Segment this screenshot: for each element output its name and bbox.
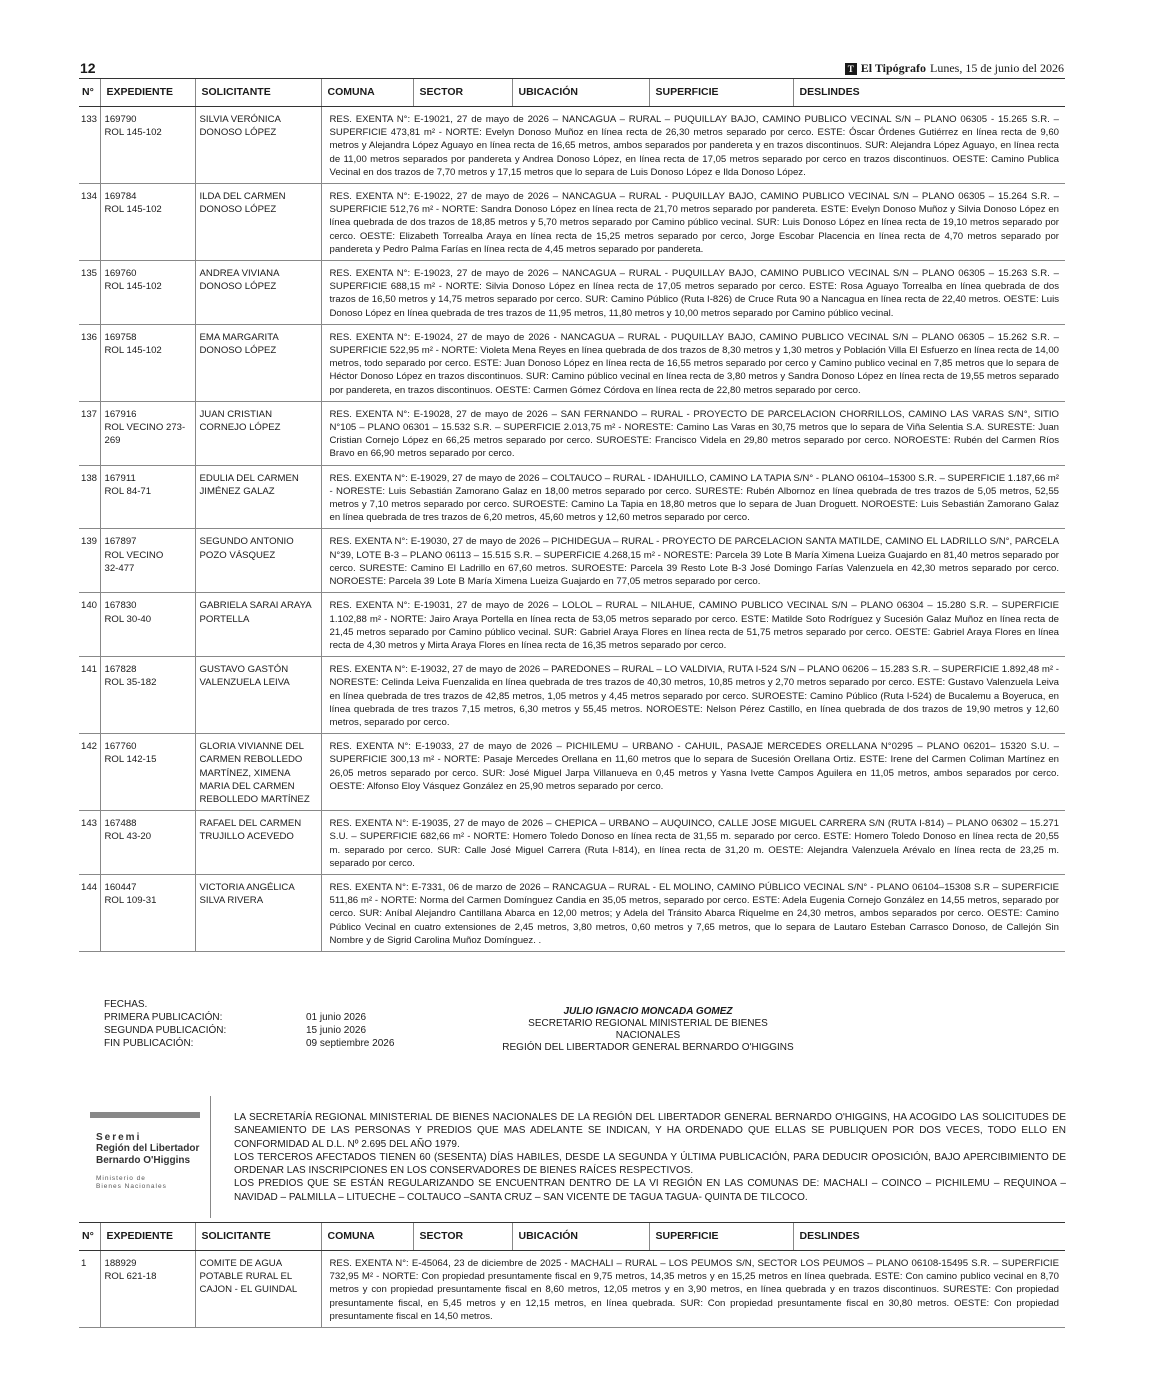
table-row (79, 401, 1065, 465)
table-body (79, 107, 1065, 952)
table-row (79, 874, 1065, 951)
row-deslindes: RES. EXENTA N°: E-19023, 27 de mayo de 2026 – NANCAGUA – RURAL - PUQUILLAY BAJO, CAMINO PUBLICO VECINAL S/N – PLANO 06305 – 15.263 S.R. – SUPERFICIE 688,15 m² - NORTE: Silvia Donoso López en línea recta de 17,05 metros separado por cerco. ESTE: Rosa Aguayo Torrealba en línea quebrada de dos trazos de 16,50 metros y 14,75 metros separado por cerco. SUR: Camino Público (Ruta I-826) de Cruce Ruta 90 a Nancagua en línea recta de 22,40 metros. OESTE: Luis Donoso López en línea quebrada de tres trazos de 11,95 metros, 11,80 metros y 10,00 metros separado por Camino público vecinal. (321, 261, 1065, 325)
fecha-value: 09 septiembre 2026 (306, 1038, 395, 1049)
fecha-value: 15 junio 2026 (306, 1025, 367, 1036)
row-number: 133 (79, 107, 100, 184)
row-deslindes: RES. EXENTA N°: E-19030, 27 de mayo de 2026 – PICHIDEGUA – RURAL - PROYECTO DE PARCELACION SANTA MATILDE, CAMINO EL LADRILLO S/N°, PARCELA N°39, LOTE B-3 – PLANO 06113 – 15.515 S.R. – SUPERFICIE 4.268,15 m² - NORESTE: Parcela 39 Lote B María Ximena Lueiza Guajardo en 81,40 metros separado por cerco. SURESTE: Camino El Ladrillo en 67,60 metros. SUROESTE: Parcela 39 Resto Lote B-3 José Domingo Farías Valenzuela en 42,30 metros separado por cerco. NOROESTE: Parcela 39 Lote B María Ximena Lueiza Guajardo en 77,05 metros separado por cerco. (321, 529, 1065, 593)
row-expediente: 169758 ROL 145-102 (100, 324, 195, 401)
row-solicitante: EMA MARGARITA DONOSO LÓPEZ (195, 324, 321, 401)
fecha-row (104, 1011, 394, 1024)
seremi-region: Región del Libertador Bernardo O'Higgins (96, 1143, 200, 1166)
row-expediente: 169784 ROL 145-102 (100, 184, 195, 261)
row-solicitante: SEGUNDO ANTONIO POZO VÁSQUEZ (195, 529, 321, 593)
notice-paragraph: LA SECRETARÍA REGIONAL MINISTERIAL DE BIENES NACIONALES DE LA REGIÓN DEL LIBERTADOR GENERAL BERNARDO O'HIGGINS, HA ACOGIDO LAS SOLICITUDES DE SANEAMIENTO DE LAS PERSONAS Y PREDIOS QUE MAS ADELANTE SE INDICAN, Y HA ORDENADO QUE ELLAS SE PUBLIQUEN POR DOS VECES, TODO ELLO EN CONFORMIDAD AL D.L. Nº 2.695 DEL AÑO 1979. (234, 1112, 1066, 1150)
signatory-name: JULIO IGNACIO MONCADA GOMEZ (563, 1006, 733, 1017)
row-expediente: 169760 ROL 145-102 (100, 261, 195, 325)
row-solicitante: GUSTAVO GASTÓN VALENZUELA LEIVA (195, 657, 321, 734)
table-row (79, 184, 1065, 261)
row-solicitante: JUAN CRISTIAN CORNEJO LÓPEZ (195, 401, 321, 465)
fecha-label: PRIMERA PUBLICACIÓN: (104, 1012, 223, 1023)
header-comuna: COMUNA (321, 79, 413, 107)
registry-table-2 (79, 1222, 1065, 1328)
row-number: 134 (79, 184, 100, 261)
header-superficie: SUPERFICIE (649, 79, 793, 107)
row-deslindes: RES. EXENTA N°: E-7331, 06 de marzo de 2026 – RANCAGUA – RURAL - EL MOLINO, CAMINO PÚBLICO VECINAL S/N° - PLANO 06104–15308 S.R – SUPERFICIE 511,86 m² - NORTE: Norma del Carmen Domínguez Candia en 35,05 metros, separado por cerco. ESTE: Adela Eugenia Cornejo González en 14,55 metros, separado por cerco. SUR: Aníbal Alejandro Cantillana Abarca en 12,00 metros; y Adela del Tránsito Abarca Riquelme en 24,30 metros, ambos separados por cerco. OESTE: Camino Público Vecinal en cuatro extensiones de 2,45 metros, 3,80 metros, 0,60 metros y 7,65 metros, que lo separa de Lautaro Esteban Carrasco Donoso, de Callejón Sin Nombre y de Sigrid Carolina Muñoz Domínguez. . (321, 874, 1065, 951)
row-expediente: 167830 ROL 30-40 (100, 593, 195, 657)
row-number: 139 (79, 529, 100, 593)
fecha-row (104, 1024, 394, 1037)
newspaper-logo-icon: T (845, 63, 857, 75)
row-deslindes: RES. EXENTA N°: E-19028, 27 de mayo de 2026 – SAN FERNANDO – RURAL - PROYECTO DE PARCELACION CHORRILLOS, CAMINO LAS VARAS S/N°, SITIO N°105 – PLANO 06301 – 15.532 S.R. – SUPERFICIE 2.013,75 m² - NORESTE: Camino Las Varas en 30,75 metros que lo separa de Viña Selentia S.A. SURESTE: Juan Cristian Cornejo López en 66,25 metros separado por cerco. SUROESTE: Francisco Videla en 29,80 metros separado por cerco. NOROESTE: Rubén del Carmen Ríos Bravo en 66,90 metros separado por cerco. (321, 401, 1065, 465)
header-expediente: EXPEDIENTE (100, 1223, 195, 1251)
fecha-row (104, 1037, 394, 1050)
masthead (845, 61, 1064, 76)
table-row (79, 465, 1065, 529)
row-deslindes: RES. EXENTA N°: E-19029, 27 de mayo de 2026 – COLTAUCO – RURAL - IDAHUILLO, CAMINO LA TAPIA S/N° - PLANO 06104–15300 S.R. – SUPERFICIE 1.187,66 m² - NORESTE: Luis Sebastián Zamorano Galaz en 18,00 metros separado por cerco. SURESTE: Rubén Albornoz en línea quebrada de tres trazos de 5,05 metros, 52,55 metros y 7,10 metros separado por cerco. SUROESTE: Camino La Tapia en 18,80 metros que lo separa de Juan Droguett. NOROESTE: Luis Sebastián Zamorano Galaz en línea quebrada de tres trazos de 6,20 metros, 45,60 metros y 12,60 metros separado por cerco. (321, 465, 1065, 529)
header-comuna: COMUNA (321, 1223, 413, 1251)
row-number: 144 (79, 874, 100, 951)
row-solicitante: SILVIA VERÓNICA DONOSO LÓPEZ (195, 107, 321, 184)
row-expediente: 167911 ROL 84-71 (100, 465, 195, 529)
table-row (79, 593, 1065, 657)
row-deslindes: RES. EXENTA N°: E-19022, 27 de mayo de 2026 – NANCAGUA – RURAL - PUQUILLAY BAJO, CAMINO PUBLICO VECINAL S/N – PLANO 06305 – 15.264 S.R. – SUPERFICIE 512,76 m² - NORTE: Sandra Donoso López en línea recta de 21,70 metros separado por pandereta. ESTE: Evelyn Donoso Muñoz y Silvia Donoso López en línea quebrada de dos trazos de 18,85 metros y 5,70 metros separado por Camino público vecinal. SUR: Luis Donoso López en línea recta de 19,10 metros separado por cerco. OESTE: Elizabeth Torrealba Araya en línea recta de 15,25 metros separado por cerco, Jorge Escobar Placencia en línea recta de 4,70 metros separado por pandereta y Pedro Palma Farías en línea recta de 4,45 metros separado por pandereta. (321, 184, 1065, 261)
row-expediente: 167897 ROL VECINO 32-477 (100, 529, 195, 593)
table-row (79, 261, 1065, 325)
seremi-bar-icon (90, 1112, 200, 1118)
signatory-region: REGIÓN DEL LIBERTADOR GENERAL BERNARDO O'HIGGINS (502, 1042, 794, 1053)
registry-table (79, 78, 1065, 952)
row-solicitante: RAFAEL DEL CARMEN TRUJILLO ACEVEDO (195, 811, 321, 875)
row-expediente: 167828 ROL 35-182 (100, 657, 195, 734)
row-deslindes: RES. EXENTA N°: E-19032, 27 de mayo de 2026 – PAREDONES – RURAL – LO VALDIVIA, RUTA I-524 S/N – PLANO 06206 – 15.283 S.R. – SUPERFICIE 1.892,48 m² - NORESTE: Celinda Leiva Fuenzalida en línea quebrada de tres trazos de 40,30 metros, 10,85 metros y 2,70 metros separado por cerco. ESTE: Gustavo Valenzuela Leiva en línea quebrada de tres trazos de 42,85 metros, 1,05 metros y 4,45 metros separado por cerco. SUROESTE: Camino Público (Ruta I-524) de Bucalemu a Boyeruca, en línea quebrada de tres trazos 7,15 metros, 6,30 metros y 55,45 metros. NOROESTE: Nelson Pérez Castillo, en línea quebrada de dos trazos de 19,90 metros y 12,60 metros, separado por cerco. (321, 657, 1065, 734)
fecha-label: SEGUNDA PUBLICACIÓN: (104, 1025, 227, 1036)
row-expediente: 167760 ROL 142-15 (100, 734, 195, 811)
signatory-title: SECRETARIO REGIONAL MINISTERIAL DE BIENES NACIONALES (528, 1018, 768, 1041)
row-expediente: 169790 ROL 145-102 (100, 107, 195, 184)
row-number: 140 (79, 593, 100, 657)
table-row (79, 324, 1065, 401)
publication-date: Lunes, 15 de junio del 2026 (930, 61, 1064, 75)
seremi-logo (80, 1096, 211, 1218)
header-n: N° (79, 79, 100, 107)
row-number: 137 (79, 401, 100, 465)
header-deslindes: DESLINDES (793, 1223, 1065, 1251)
table-row (79, 734, 1065, 811)
table-row (79, 529, 1065, 593)
row-expediente: 160447 ROL 109-31 (100, 874, 195, 951)
fechas-block (104, 998, 394, 1050)
newspaper-name: El Tipógrafo (860, 61, 927, 75)
row-deslindes: RES. EXENTA N°: E-19031, 27 de mayo de 2026 – LOLOL – RURAL – NILAHUE, CAMINO PUBLICO VECINAL S/N – PLANO 06304 – 15.280 S.R. – SUPERFICIE 1.102,88 m² - NORTE: Jairo Araya Portella en línea recta de 53,05 metros separado por cerco. ESTE: Matilde Soto Rodríguez y Sucesión Galaz Muñoz en línea recta de 21,45 metros separado por Camino público vecinal. SUR: Gabriel Araya Flores en línea recta de 51,75 metros separado por cerco. OESTE: Gabriel Araya Flores en línea recta de 4,30 metros y Mirta Araya Flores en línea recta de 16,35 metros separado por cerco. (321, 593, 1065, 657)
row-solicitante: EDULIA DEL CARMEN JIMÉNEZ GALAZ (195, 465, 321, 529)
header-superficie: SUPERFICIE (649, 1223, 793, 1251)
table-row (79, 811, 1065, 875)
header-expediente: EXPEDIENTE (100, 79, 195, 107)
row-solicitante: GLORIA VIVIANNE DEL CARMEN REBOLLEDO MARTÍNEZ, XIMENA MARIA DEL CARMEN REBOLLEDO MARTÍNEZ (195, 734, 321, 811)
table-body (79, 1251, 1065, 1328)
row-number: 138 (79, 465, 100, 529)
row-number: 141 (79, 657, 100, 734)
row-deslindes: RES. EXENTA N°: E-19021, 27 de mayo de 2026 – NANCAGUA – RURAL – PUQUILLAY BAJO, CAMINO PUBLICO VECINAL S/N – PLANO 06305 - 15.265 S.R. – SUPERFICIE 473,81 m² - NORTE: Evelyn Donoso Muñoz en línea recta de 26,30 metros separado por cerco. ESTE: Óscar Órdenes Gutiérrez en línea recta de 9,60 metros y Alejandra López Aguayo en línea recta de 16,65 metros, ambos separados por pandereta y en trazos discontinuos. SUR: Alejandra López Aguayo, en línea recta de 11,00 metros separados por pandereta y Andrea Donoso López, en línea recta de 17,05 metros separado por cerco en trazos discontinuos. OESTE: Camino Publica Vecinal en dos trazos de 7,70 metros y 17,15 metros que lo separa de Luis Donoso López e Ilda Donoso López. (321, 107, 1065, 184)
row-expediente: 167916 ROL VECINO 273- 269 (100, 401, 195, 465)
table-header-row (79, 79, 1065, 107)
row-solicitante: ANDREA VIVIANA DONOSO LÓPEZ (195, 261, 321, 325)
table-row (79, 1251, 1065, 1328)
row-solicitante: ILDA DEL CARMEN DONOSO LÓPEZ (195, 184, 321, 261)
legal-notice (234, 1111, 1066, 1204)
header-ubicacion: UBICACIÓN (512, 79, 649, 107)
header-deslindes: DESLINDES (793, 79, 1065, 107)
row-number: 1 (79, 1251, 100, 1328)
row-number: 135 (79, 261, 100, 325)
seremi-ministry: Ministerio de Bienes Nacionales (96, 1175, 167, 1190)
row-deslindes: RES. EXENTA N°: E-19033, 27 de mayo de 2026 – PICHILEMU – URBANO - CAHUIL, PASAJE MERCEDES ORELLANA N°0295 – PLANO 06201– 15320 S.U. – SUPERFICIE 300,13 m² - NORTE: Pasaje Mercedes Orellana en 11,60 metros que lo separa de Sucesión Orellana Ortiz. ESTE: Irene del Carmen Coliman Martínez en 26,05 metros separado por cerco. SUR: José Miguel Jarpa Villanueva en 0,45 metros y Yasna Ivette Campos Aguilera en 11,05 metros, ambos separados por cerco. OESTE: Alfonso Eloy Vásquez González en 25,90 metros separado por cerco. (321, 734, 1065, 811)
row-solicitante: VICTORIA ANGÉLICA SILVA RIVERA (195, 874, 321, 951)
fecha-label: FIN PUBLICACIÓN: (104, 1038, 194, 1049)
row-solicitante: COMITE DE AGUA POTABLE RURAL EL CAJON - EL GUINDAL (195, 1251, 321, 1328)
row-number: 143 (79, 811, 100, 875)
row-deslindes: RES. EXENTA N°: E-19024, 27 de mayo de 2026 - NANCAGUA – RURAL - PUQUILLAY BAJO, CAMINO PUBLICO VECINAL S/N – PLANO 06305 – 15.262 S.R. – SUPERFICIE 522,95 m² - NORTE: Violeta Mena Reyes en línea quebrada de dos trazos de 8,30 metros y 1,30 metros y Población Villa El Esfuerzo en línea recta de 14,00 metros, todo separado por cerco. ESTE: Juan Donoso López en línea recta de 16,55 metros separado por cerco y Camino publico vecinal en 7,85 metros que lo separa de Héctor Donoso López en trazos discontinuos. SUR: Camino público vecinal en línea recta de 3,80 metros y Sandra Donoso López en línea recta de 19,55 metros separado por pandereta, en trazos discontinuos. OESTE: Carmen Gómez Córdova en línea recta de 22,80 metros separado por cerco. (321, 324, 1065, 401)
table-row (79, 657, 1065, 734)
header-ubicacion: UBICACIÓN (512, 1223, 649, 1251)
row-expediente: 167488 ROL 43-20 (100, 811, 195, 875)
row-number: 136 (79, 324, 100, 401)
row-number: 142 (79, 734, 100, 811)
table-header-row (79, 1223, 1065, 1251)
fecha-value: 01 junio 2026 (306, 1012, 367, 1023)
table-row (79, 107, 1065, 184)
header-sector: SECTOR (413, 1223, 512, 1251)
header-solicitante: SOLICITANTE (195, 79, 321, 107)
page-number: 12 (80, 60, 96, 76)
header-sector: SECTOR (413, 79, 512, 107)
header-n: N° (79, 1223, 100, 1251)
notice-paragraph: LOS PREDIOS QUE SE ESTÁN REGULARIZANDO SE ENCUENTRAN DENTRO DE LA VI REGIÓN EN LAS COMUNAS DE: MACHALI – COINCO – PICHILEMU – REQUINOA – NAVIDAD – PALMILLA – LITUECHE – COLTAUCO –SANTA CRUZ – SAN VICENTE DE TAGUA TAGUA- QUINTA DE TILCOCO. (234, 1178, 1066, 1203)
header-solicitante: SOLICITANTE (195, 1223, 321, 1251)
row-expediente: 188929 ROL 621-18 (100, 1251, 195, 1328)
seremi-title: Seremi (96, 1132, 142, 1143)
row-solicitante: GABRIELA SARAI ARAYA PORTELLA (195, 593, 321, 657)
row-deslindes: RES. EXENTA N°: E-45064, 23 de diciembre de 2025 - MACHALI – RURAL – LOS PEUMOS S/N, SECTOR LOS PEUMOS – PLANO 06108-15495 S.R. – SUPERFICIE 732,95 M² - NORTE: Con propiedad presuntamente fiscal en 9,75 metros, 14,35 metros y en 15,25 metros en línea quebrada. ESTE: Con camino publico vecinal en 8,70 metros y con propiedad presuntamente fiscal en 8,60 metros, 12,05 metros y en 3,90 metros, en línea quebrada y en trazos discontinuos. SURESTE: Con propiedad presuntamente fiscal, en 5,45 metros y en 12,15 metros, en línea quebrada. SUR: Con propiedad presuntamente fiscal en 30,80 metros. OESTE: Con propiedad presuntamente fiscal en 14,50 metros. (321, 1251, 1065, 1328)
notice-paragraph: LOS TERCEROS AFECTADOS TIENEN 60 (SESENTA) DÍAS HABILES, DESDE LA SEGUNDA Y ÚLTIMA PUBLICACIÓN, PARA DEDUCIR OPOSICIÓN, BAJO APERCIBIMIENTO DE ORDENAR LAS INSCRIPCIONES EN LOS CONSERVADORES DE BIENES RAÍCES RESPECTIVOS. (234, 1151, 1066, 1177)
signature-block (498, 1006, 798, 1054)
row-deslindes: RES. EXENTA N°: E-19035, 27 de mayo de 2026 – CHEPICA – URBANO – AUQUINCO, CALLE JOSE MIGUEL CARRERA S/N (RUTA I-814) – PLANO 06302 – 15.271 S.U. – SUPERFICIE 682,66 m² - NORTE: Homero Toledo Donoso en línea recta de 31,55 m. separado por cerco. ESTE: Homero Toledo Donoso en línea recta de 20,55 m. separado por cerco. SUR: Calle José Miguel Carrera (Ruta I-814), en línea recta de 31,20 m. OESTE: Alejandra Valenzuela Arévalo en línea recta de 23,25 m. separado por cerco. (321, 811, 1065, 875)
fechas-title: FECHAS. (104, 999, 148, 1010)
